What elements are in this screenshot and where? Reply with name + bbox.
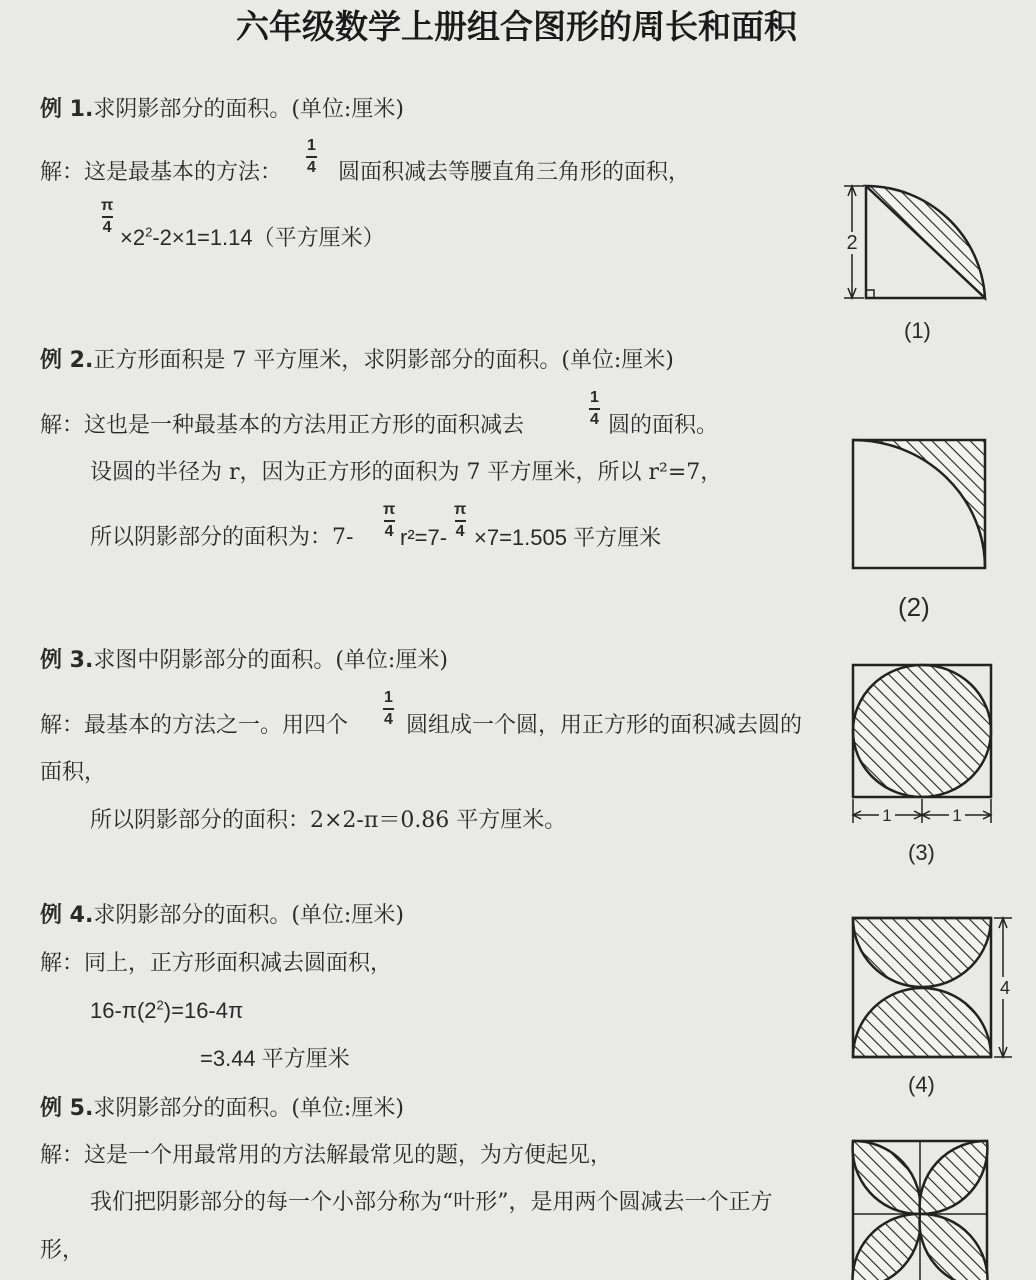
example-2-line-3-end: ×7=1.505 平方厘米 xyxy=(474,525,662,550)
figure-3-square-four-arcs xyxy=(849,661,995,833)
figure-3-shaded-star xyxy=(853,665,991,797)
example-5-line-3: 形， xyxy=(40,1238,85,1263)
example-2-fraction-pi-quarter-a: $\frac{\pi}{4}$ xyxy=(383,501,396,540)
example-2-solution-prefix: 解：这也是一种最基本的方法用正方形的面积减去 xyxy=(40,413,525,438)
figure-2-caption: (2) xyxy=(898,592,930,622)
example-1-solution-suffix: 圆面积减去等腰直角三角形的面积， xyxy=(338,160,691,185)
example-3-question xyxy=(40,650,448,672)
figure-5-leaf-bottom-left xyxy=(853,1214,921,1280)
example-1-fraction-pi-quarter: $\frac{\pi}{4}$ xyxy=(101,197,114,236)
figure-5-square-four-leaves xyxy=(850,1138,990,1280)
figure-5-leaf-bottom-right xyxy=(920,1214,988,1280)
figure-2-square-quarter-circle xyxy=(850,436,990,574)
example-1-fraction-quarter: $\frac{1}{4}$ xyxy=(307,137,316,176)
figure-1-caption: (1) xyxy=(904,318,931,343)
example-3-line-3: 所以阴影部分的面积：2×2-π＝0.86 平方厘米。 xyxy=(90,808,567,833)
example-3-solution-prefix: 解：最基本的方法之一。用四个 xyxy=(40,713,349,738)
example-1-question xyxy=(40,99,404,121)
example-1-solution-prefix: 解：这是最基本的方法： xyxy=(40,160,283,185)
example-5-label: 例 5. xyxy=(40,1096,94,1121)
example-4-question xyxy=(40,905,404,927)
example-4-question-text: 求阴影部分的面积。(单位:厘米) xyxy=(93,903,404,928)
example-2-line-3-middle: r²=7- xyxy=(400,525,448,550)
figure-3-dimension-label-left: 1 xyxy=(882,806,892,825)
figure-1-quarter-circle xyxy=(838,180,998,310)
example-2-line-3-prefix: 所以阴影部分的面积为：7- xyxy=(90,525,354,550)
figure-3-caption: (3) xyxy=(908,840,935,865)
figure-2-shaded-region xyxy=(853,440,985,568)
example-3-line-2: 面积， xyxy=(40,760,107,785)
figure-4-caption: (4) xyxy=(908,1072,935,1097)
example-3-label: 例 3. xyxy=(40,648,94,673)
figure-4-dimension-label: 4 xyxy=(999,978,1011,998)
example-2-solution-suffix: 圆的面积。 xyxy=(608,413,719,438)
example-2-fraction-pi-quarter-b: $\frac{\pi}{4}$ xyxy=(454,501,467,540)
example-5-line-2: 我们把阴影部分的每一个小部分称为“叶形”，是用两个圆减去一个正方 xyxy=(90,1190,773,1215)
example-2-fraction-quarter: $\frac{1}{4}$ xyxy=(590,389,599,428)
example-4-line-1: 解：同上，正方形面积减去圆面积， xyxy=(40,951,393,976)
example-3-question-text: 求图中阴影部分的面积。(单位:厘米) xyxy=(93,648,448,673)
figure-3-dimension-label-right: 1 xyxy=(952,806,962,825)
figure-1-dimension-label: 2 xyxy=(846,232,858,254)
example-1-question-text: 求阴影部分的面积。(单位:厘米) xyxy=(93,97,404,122)
figure-4-square-two-arcs xyxy=(850,915,1022,1065)
example-1-formula: $\times 2^2-2\times 1=1.14$（平方厘米） xyxy=(120,224,385,250)
example-4-label: 例 4. xyxy=(40,903,94,928)
example-1-label: 例 1. xyxy=(40,97,94,122)
figure-1-shaded-segment xyxy=(866,186,985,298)
example-3-solution-suffix: 圆组成一个圆，用正方形的面积减去圆的 xyxy=(406,713,803,738)
example-5-question xyxy=(40,1098,404,1120)
figure-4-shaded-bottom xyxy=(853,988,991,1057)
example-5-question-text: 求阴影部分的面积。(单位:厘米) xyxy=(93,1096,404,1121)
example-2-question-text: 正方形面积是 7 平方厘米，求阴影部分的面积。(单位:厘米) xyxy=(93,348,674,373)
example-4-equation-2: =3.44 平方厘米 xyxy=(200,1046,350,1071)
page-title: 六年级数学上册组合图形的周长和面积 xyxy=(236,7,797,46)
figure-5-leaf-top-right xyxy=(920,1141,988,1214)
figure-5-leaf-top-left xyxy=(853,1141,921,1214)
example-5-line-1: 解：这是一个用最常用的方法解最常见的题，为方便起见， xyxy=(40,1143,613,1168)
example-4-equation-1: $16-\pi(2^2)=16-4\pi$ xyxy=(90,997,244,1023)
example-2-question xyxy=(40,350,674,372)
example-2-line-2: 设圆的半径为 r，因为正方形的面积为 7 平方厘米，所以 r²=7， xyxy=(90,460,723,485)
figure-4-shaded-top xyxy=(853,918,991,987)
example-2-label: 例 2. xyxy=(40,348,94,373)
example-3-fraction-quarter: $\frac{1}{4}$ xyxy=(384,689,393,728)
